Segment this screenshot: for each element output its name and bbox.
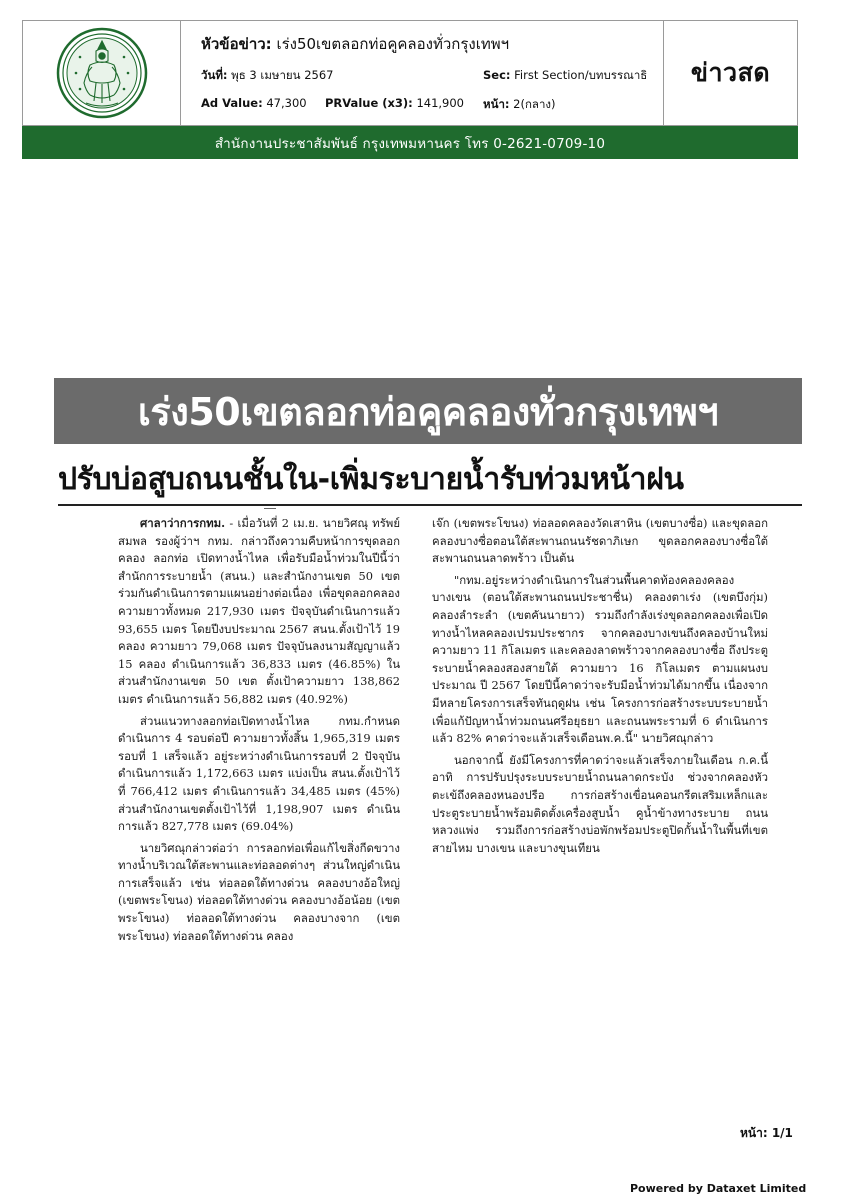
ad-value: 47,300 xyxy=(266,96,307,110)
headline-label: หัวข้อข่าว: xyxy=(201,35,272,53)
article-paragraph: เจ๊ก (เขตพระโขนง) ท่อลอดคลองวัดเสาหิน (เขตบางซื่อ) และขุดลอกคลองบางซื่อตอนใต้สะพานถนนรัชดาภิเษก ขุดลอกคลองบางซื่อใต้สะพานถนนลาดพร้าว เป็นต้น xyxy=(432,516,768,566)
article-paragraph: นายวิศณุกล่าวต่อว่า การลอกท่อเพื่อแก้ไขสิ่งกีดขวางทางน้ำบริเวณใต้สะพานและท่อลอดต่างๆ ส่วนใหญ่ดำเนินการเสร็จแล้ว เช่น ท่อลอดใต้ทางด่วน คลองบางอ้อใหญ่ (เขตพระโขนง) ท่อลอดใต้ทางด่วน คลองบางอ้อน้อย (เขตพระโขนง) ท่อลอดใต้ทางด่วน คลองบางจาก (เขตพระโขนง) ท่อลอดใต้ทางด่วน คลอง xyxy=(118,840,400,943)
sub-headline: ปรับบ่อสูบถนนชั้นใน-เพิ่มระบายน้ำรับท่วมหน้าฝน xyxy=(58,462,684,497)
article-byline: ศาลาว่าการกทม. xyxy=(140,516,226,530)
pr-value-label: PRValue (x3): xyxy=(325,96,413,110)
headline-text: เร่ง50เขตลอกท่อคูคลองทั่วกรุงเทพฯ xyxy=(276,35,510,53)
page-value: 2(กลาง) xyxy=(513,97,556,111)
rule-tick xyxy=(264,508,276,509)
pr-value: 141,900 xyxy=(416,96,464,110)
value-row xyxy=(201,96,657,110)
section-value: First Section/บทบรรณาธิ xyxy=(514,68,648,82)
article-paragraph: "กทม.อยู่ระหว่างดำเนินการในส่วนพื้นคาดท้องคลองคลองบางเขน (ตอนใต้สะพานถนนประชาชื่น) คลองตาเร่ง (เขตบึงกุ่ม) คลองลำระลำ (เขตคันนายาว) รวมถึงกำลังเร่งขุดลอกคลองเพื่อเปิดทางน้ำไหลคลองเปรมประชากร จากคลองบางเขนถึงคลองบ้านใหม่ ความยาว 11 กิโลเมตร และคลองลาดพร้าวจากคลองบางซื่อ ถึงประตูระบายน้ำคลองสองสายใต้ ความยาว 16 กิโลเมตร ตามแผนงบประมาณ ปี 2567 โดยปีนี้คาดว่าจะรับมือน้ำท่วมได้มากขึ้น เนื่องจากมีหลายโครงการเสร็จทันฤดูฝน เช่น โครงการก่อสร้างระบบระบายน้ำเพื่อแก้ปัญหาน้ำท่วมถนนศรีอยุธยา และถนนพระรามที่ 6 ดำเนินการแล้ว 82% คาดว่าจะแล้วเสร็จเดือนพ.ค.นี้" นายวิศณุกล่าว xyxy=(432,572,768,746)
powered-by: Powered by Dataxet Limited xyxy=(630,1182,807,1195)
article-paragraph-text: - เมื่อวันที่ 2 เม.ย. นายวิศณุ ทรัพย์สมพล รองผู้ว่าฯ กทม. กล่าวถึงความคืบหน้าการขุดลอกคลอง ลอกท่อ เปิดทางน้ำไหล เพื่อรับมือน้ำท่วมในปีนี้ว่า สำนักการระบายน้ำ (สนน.) และสำนักงานเขต 50 เขต ร่วมกันดำเนินการตามแผนอย่างต่อเนื่อง เพื่อขุดลอกคลองความยาวทั้งหมด 217,930 เมตร ปัจจุบันดำเนินการแล้ว 93,655 เมตร โดยปีงบประมาณ 2567 สนน.ตั้งเป้าไว้ 19 คลอง ความยาว 79,068 เมตร ปัจจุบันลงนามสัญญาแล้ว 15 คลอง ดำเนินการแล้ว 36,833 เมตร (46.85%) ในส่วนสำนักงานเขต 50 เขต ตั้งเป้าความยาว 138,862 เมตร ดำเนินการแล้ว 56,882 เมตร (40.92%) xyxy=(118,516,400,706)
section-label: Sec: xyxy=(483,68,511,82)
article-left-column xyxy=(118,515,400,945)
article-paragraph xyxy=(118,515,400,709)
headline-row xyxy=(201,33,663,55)
article-right-column xyxy=(432,515,768,945)
contact-banner: สำนักงานประชาสัมพันธ์ กรุงเทพมหานคร โทร 0-2621-0709-10 xyxy=(22,126,798,159)
date-value: พุธ 3 เมษายน 2567 xyxy=(231,68,334,82)
masthead-cell xyxy=(664,21,797,125)
newspaper-masthead: ข่าวสด xyxy=(690,58,771,87)
logo-cell xyxy=(23,21,181,125)
page-info xyxy=(483,96,556,114)
clipping-info xyxy=(181,21,664,125)
bma-seal-logo xyxy=(56,27,148,119)
ad-value-label: Ad Value: xyxy=(201,96,263,110)
clipping-header xyxy=(22,20,798,126)
section-info xyxy=(483,67,647,85)
page-indicator: หน้า: 1/1 xyxy=(740,1126,793,1140)
headline-rule xyxy=(58,504,802,506)
article-paragraph: ส่วนแนวทางลอกท่อเปิดทางน้ำไหล กทม.กำหนดดำเนินการ 4 รอบต่อปี ความยาวทั้งสิ้น 1,965,319 เมตร รอบที่ 1 เสร็จแล้ว อยู่ระหว่างดำเนินการรอบที่ 2 ปัจจุบันดำเนินการแล้ว 1,172,663 เมตร แบ่งเป็น สนน.ตั้งเป้าไว้ที่ 766,412 เมตร ดำเนินการแล้ว 34,485 เมตร (45%) ส่วนสำนักงานเขตตั้งเป้าไว้ที่ 1,198,907 เมตร ดำเนินการแล้ว 827,778 เมตร (69.04%) xyxy=(118,713,400,834)
date-section-row xyxy=(201,67,657,85)
date-label: วันที่: xyxy=(201,68,228,82)
pr-value-info xyxy=(325,96,464,110)
article-paragraph: นอกจากนี้ ยังมีโครงการที่คาดว่าจะแล้วเสร็จภายในเดือน ก.ค.นี้ อาทิ การปรับปรุงระบบระบายน้ำถนนลาดกระบัง ช่วงจากคลองหัวตะเข้ถึงคลองหนองปรือ การก่อสร้างเขื่อนคอนกรีตเสริมเหล็กและประตูระบายน้ำพร้อมติดตั้งเครื่องสูบน้ำ คูน้ำข้างทางระบาย ถนนหลวงแพ่ง รวมถึงการก่อสร้างบ่อพักพร้อมประตูปิดกั้นน้ำในพื้นที่เขตสายไหม บางเขน และบางขุนเทียน xyxy=(432,752,768,855)
page-label: หน้า: xyxy=(483,97,510,111)
main-headline: เร่ง50เขตลอกท่อคูคลองทั่วกรุงเทพฯ xyxy=(137,389,719,434)
